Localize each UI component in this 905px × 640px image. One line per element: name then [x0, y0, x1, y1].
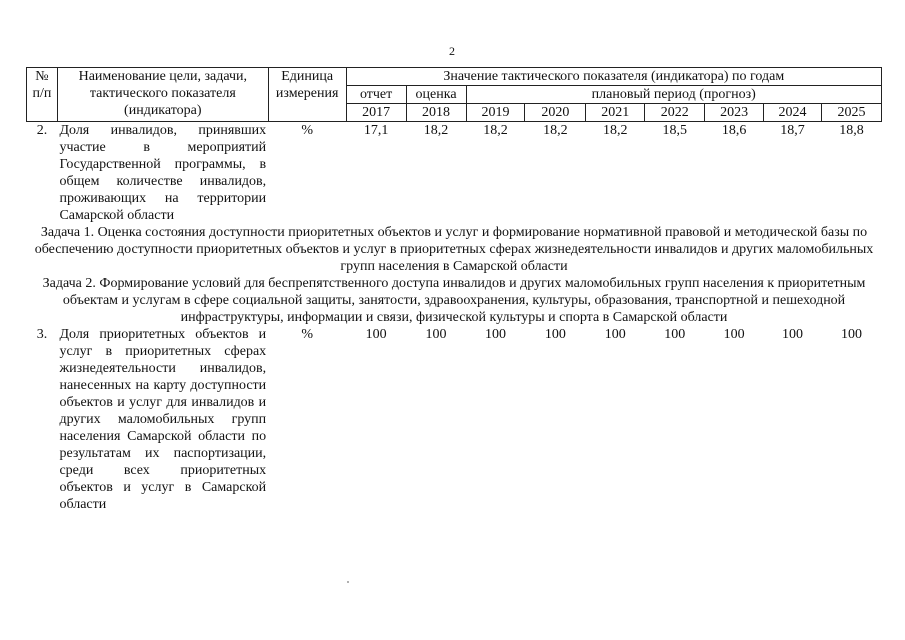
value-cell: 18,2	[483, 123, 508, 138]
task-1: Задача 1. Оценка состояния доступности приоритетных объектов и услуг и формирование нормативной правовой и методической базы по обеспечению доступности приоритетных объектов и услуг в приоритетных сферах жизнедеятельности инвалидов и других маломобильных групп населения в Самарской области	[34, 225, 874, 274]
indicator-unit: %	[301, 327, 313, 342]
scan-speck	[347, 581, 349, 583]
header-plan-period: плановый период (прогноз)	[466, 86, 881, 104]
header-year: 2021	[586, 104, 645, 122]
header-year: 2018	[406, 104, 466, 122]
value-cell: 18,2	[603, 123, 628, 138]
row-number: 3.	[36, 327, 48, 342]
value-cell: 100	[604, 327, 626, 342]
header-year: 2017	[346, 104, 406, 122]
indicator-name: Доля приоритетных объектов и услуг в приоритетных сферах жизнедеятельности инвалидов, нанесенных на карту доступности объектов и услуг для инвалидов и других маломобильных групп населения Самарской области по результатам их паспортизации, среди всех приоритетных объектов и услуг в Самарской области	[59, 327, 267, 512]
value-cell: 100	[425, 327, 447, 342]
value-cell: 100	[664, 327, 686, 342]
table-row	[27, 122, 882, 225]
value-cell: 100	[723, 327, 745, 342]
value-cell: 17,1	[363, 123, 389, 138]
row-number: 2.	[36, 123, 48, 138]
header-estimate: оценка	[406, 86, 466, 104]
value-cell: 100	[782, 327, 804, 342]
header-year: 2022	[645, 104, 705, 122]
task-row	[27, 224, 882, 275]
header-year: 2025	[822, 104, 882, 122]
value-cell: 100	[841, 327, 862, 342]
indicator-name: Доля инвалидов, принявших участие в мероприятий Государственной программы, в общем количестве инвалидов, проживающих на территории Самарской области	[59, 123, 267, 223]
task-2: Задача 2. Формирование условий для беспрепятственного доступа инвалидов и других маломобильных групп населения к приоритетным объектам и услугам в сфере социальной защиты, занятости, здравоохранения, культуры, образования, транспортной и пешеходной инфраструктуры, информации и связи, физической культуры и спорта в Самарской области	[42, 276, 866, 325]
value-cell: 100	[544, 327, 566, 342]
header-year: 2024	[764, 104, 822, 122]
header-name: Наименование цели, задачи, тактического показателя (индикатора)	[57, 68, 268, 122]
header-number: № п/п	[27, 68, 58, 122]
header-values: Значение тактического показателя (индикатора) по годам	[346, 68, 881, 86]
value-cell: 100	[484, 327, 506, 342]
header-report: отчет	[346, 86, 406, 104]
header-year: 2019	[466, 104, 525, 122]
value-cell: 18,2	[543, 123, 568, 138]
value-cell: 18,8	[839, 123, 864, 138]
header-unit: Единица измерения	[268, 68, 346, 122]
indicator-unit: %	[301, 123, 313, 138]
value-cell: 18,6	[721, 123, 747, 138]
indicators-table	[26, 67, 882, 513]
table-header	[27, 68, 882, 122]
table-row	[27, 326, 882, 513]
task-row	[27, 275, 882, 326]
value-cell: 18,2	[423, 123, 449, 138]
value-cell: 100	[365, 327, 387, 342]
header-year: 2020	[525, 104, 586, 122]
value-cell: 18,7	[780, 123, 805, 138]
value-cell: 18,5	[662, 123, 687, 138]
header-year: 2023	[705, 104, 764, 122]
page-number: 2	[449, 44, 455, 58]
